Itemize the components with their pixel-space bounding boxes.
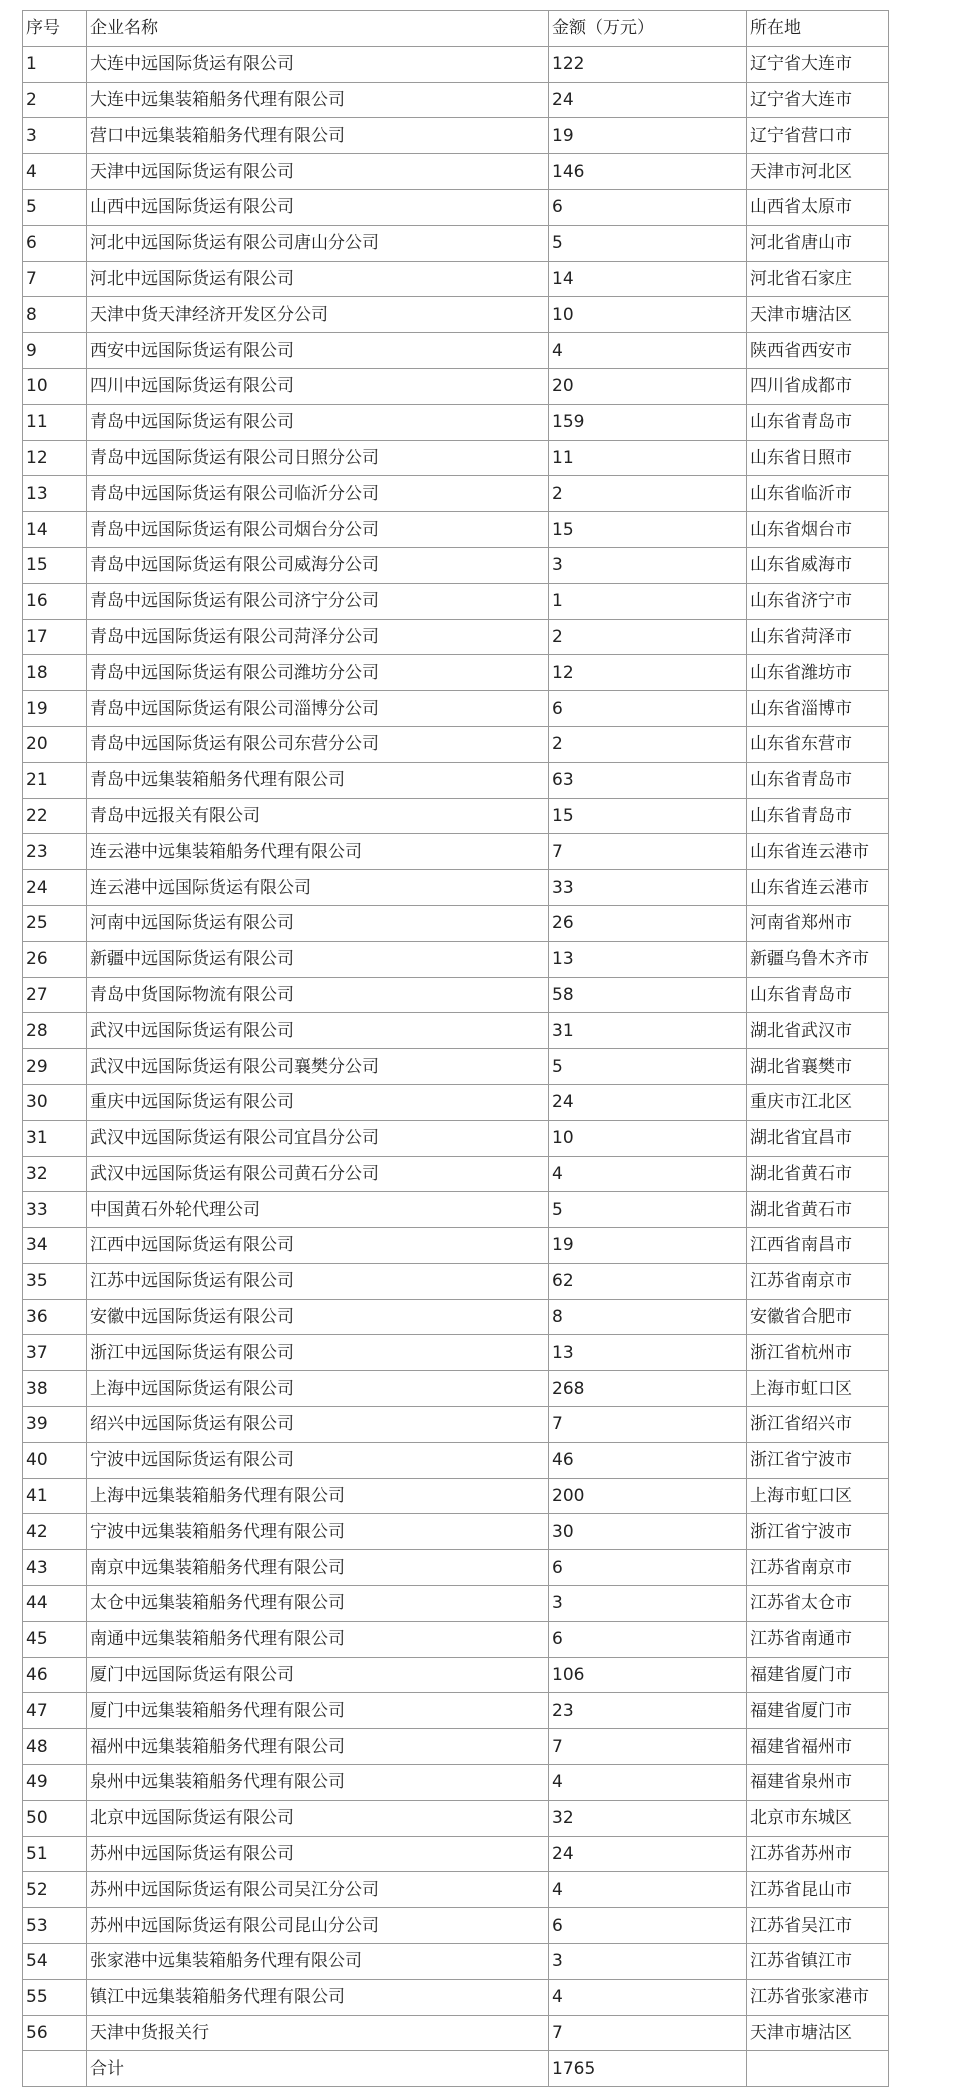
row-company-name: 苏州中远国际货运有限公司 (87, 1836, 549, 1872)
row-no: 25 (23, 905, 87, 941)
row-no: 2 (23, 82, 87, 118)
row-amount: 3 (549, 547, 747, 583)
row-no: 3 (23, 118, 87, 154)
row-location: 山东省威海市 (747, 547, 889, 583)
row-company-name: 青岛中远国际货运有限公司临沂分公司 (87, 476, 549, 512)
row-location: 辽宁省大连市 (747, 46, 889, 82)
row-no: 24 (23, 870, 87, 906)
table-row (23, 977, 889, 1013)
row-no: 12 (23, 440, 87, 476)
row-company-name: 上海中远集装箱船务代理有限公司 (87, 1478, 549, 1514)
table-row (23, 1156, 889, 1192)
row-location: 山东省青岛市 (747, 977, 889, 1013)
table-row (23, 834, 889, 870)
row-company-name: 厦门中远国际货运有限公司 (87, 1657, 549, 1693)
row-amount: 11 (549, 440, 747, 476)
row-no: 34 (23, 1228, 87, 1264)
table-row (23, 1192, 889, 1228)
row-amount: 268 (549, 1371, 747, 1407)
table-row (23, 333, 889, 369)
row-company-name: 天津中货报关行 (87, 2015, 549, 2051)
row-company-name: 青岛中远国际货运有限公司东营分公司 (87, 726, 549, 762)
row-amount: 4 (549, 1765, 747, 1801)
row-company-name: 安徽中远国际货运有限公司 (87, 1299, 549, 1335)
table-row (23, 297, 889, 333)
total-row (23, 2051, 889, 2087)
table-row (23, 404, 889, 440)
row-amount: 46 (549, 1442, 747, 1478)
row-company-name: 青岛中远国际货运有限公司日照分公司 (87, 440, 549, 476)
row-company-name: 厦门中远集装箱船务代理有限公司 (87, 1693, 549, 1729)
row-company-name: 武汉中远国际货运有限公司黄石分公司 (87, 1156, 549, 1192)
row-location: 山东省东营市 (747, 726, 889, 762)
row-amount: 7 (549, 834, 747, 870)
row-location: 江苏省太仓市 (747, 1586, 889, 1622)
row-no: 28 (23, 1013, 87, 1049)
row-amount: 8 (549, 1299, 747, 1335)
row-location: 湖北省宜昌市 (747, 1120, 889, 1156)
table-row (23, 1765, 889, 1801)
row-location: 福建省福州市 (747, 1729, 889, 1765)
row-location: 福建省泉州市 (747, 1765, 889, 1801)
table-row (23, 1120, 889, 1156)
row-amount: 6 (549, 1621, 747, 1657)
row-company-name: 大连中远国际货运有限公司 (87, 46, 549, 82)
row-location: 江西省南昌市 (747, 1228, 889, 1264)
row-no: 7 (23, 261, 87, 297)
row-location: 河南省郑州市 (747, 905, 889, 941)
row-location: 福建省厦门市 (747, 1657, 889, 1693)
table-row (23, 225, 889, 261)
table-header-row (23, 11, 889, 47)
row-location: 上海市虹口区 (747, 1478, 889, 1514)
row-amount: 23 (549, 1693, 747, 1729)
row-company-name: 青岛中货国际物流有限公司 (87, 977, 549, 1013)
table-row (23, 1836, 889, 1872)
table-row (23, 1550, 889, 1586)
table-row (23, 1944, 889, 1980)
table-row (23, 1263, 889, 1299)
row-company-name: 天津中远国际货运有限公司 (87, 154, 549, 190)
table-row (23, 1478, 889, 1514)
row-no: 35 (23, 1263, 87, 1299)
row-no: 30 (23, 1084, 87, 1120)
row-no: 45 (23, 1621, 87, 1657)
row-location: 天津市塘沽区 (747, 297, 889, 333)
row-location: 山东省青岛市 (747, 404, 889, 440)
row-no: 27 (23, 977, 87, 1013)
row-location: 山东省青岛市 (747, 798, 889, 834)
row-amount: 3 (549, 1944, 747, 1980)
row-location: 江苏省张家港市 (747, 1979, 889, 2015)
row-company-name: 浙江中远国际货运有限公司 (87, 1335, 549, 1371)
row-no: 4 (23, 154, 87, 190)
table-row (23, 905, 889, 941)
table-row (23, 726, 889, 762)
row-location: 天津市河北区 (747, 154, 889, 190)
table-row (23, 547, 889, 583)
row-no: 44 (23, 1586, 87, 1622)
table-row (23, 154, 889, 190)
row-no: 32 (23, 1156, 87, 1192)
row-company-name: 西安中远国际货运有限公司 (87, 333, 549, 369)
row-amount: 5 (549, 1192, 747, 1228)
row-company-name: 宁波中远集装箱船务代理有限公司 (87, 1514, 549, 1550)
table-row (23, 1442, 889, 1478)
row-location: 浙江省宁波市 (747, 1442, 889, 1478)
row-no: 14 (23, 512, 87, 548)
row-amount: 6 (549, 691, 747, 727)
row-location: 安徽省合肥市 (747, 1299, 889, 1335)
row-amount: 58 (549, 977, 747, 1013)
row-company-name: 江苏中远国际货运有限公司 (87, 1263, 549, 1299)
row-amount: 20 (549, 368, 747, 404)
row-company-name: 青岛中远国际货运有限公司 (87, 404, 549, 440)
row-location: 山东省烟台市 (747, 512, 889, 548)
row-location: 江苏省昆山市 (747, 1872, 889, 1908)
row-amount: 2 (549, 726, 747, 762)
table-row (23, 440, 889, 476)
row-company-name: 绍兴中远国际货运有限公司 (87, 1407, 549, 1443)
row-amount: 6 (549, 1550, 747, 1586)
row-company-name: 连云港中远集装箱船务代理有限公司 (87, 834, 549, 870)
total-amount: 1765 (549, 2051, 747, 2087)
row-location: 陕西省西安市 (747, 333, 889, 369)
table-row (23, 1514, 889, 1550)
row-no: 52 (23, 1872, 87, 1908)
row-amount: 2 (549, 619, 747, 655)
row-location: 山西省太原市 (747, 189, 889, 225)
row-location: 上海市虹口区 (747, 1371, 889, 1407)
row-no: 15 (23, 547, 87, 583)
table-row (23, 798, 889, 834)
table-row (23, 189, 889, 225)
row-company-name: 张家港中远集装箱船务代理有限公司 (87, 1944, 549, 1980)
row-no: 49 (23, 1765, 87, 1801)
row-amount: 159 (549, 404, 747, 440)
row-company-name: 青岛中远国际货运有限公司济宁分公司 (87, 583, 549, 619)
table-row (23, 82, 889, 118)
row-amount: 200 (549, 1478, 747, 1514)
row-location: 湖北省襄樊市 (747, 1049, 889, 1085)
row-amount: 6 (549, 189, 747, 225)
row-no: 31 (23, 1120, 87, 1156)
row-location: 福建省厦门市 (747, 1693, 889, 1729)
row-amount: 10 (549, 1120, 747, 1156)
row-no: 56 (23, 2015, 87, 2051)
row-location: 浙江省杭州市 (747, 1335, 889, 1371)
row-amount: 1 (549, 583, 747, 619)
row-company-name: 连云港中远国际货运有限公司 (87, 870, 549, 906)
row-location: 辽宁省大连市 (747, 82, 889, 118)
table-row (23, 1872, 889, 1908)
row-no: 50 (23, 1800, 87, 1836)
row-location: 山东省临沂市 (747, 476, 889, 512)
row-amount: 3 (549, 1586, 747, 1622)
table-row (23, 46, 889, 82)
row-location: 浙江省宁波市 (747, 1514, 889, 1550)
row-company-name: 青岛中远国际货运有限公司淄博分公司 (87, 691, 549, 727)
row-location: 江苏省南京市 (747, 1263, 889, 1299)
row-location: 江苏省镇江市 (747, 1944, 889, 1980)
table-row (23, 1800, 889, 1836)
row-no: 20 (23, 726, 87, 762)
table-row (23, 512, 889, 548)
row-company-name: 河北中远国际货运有限公司唐山分公司 (87, 225, 549, 261)
row-company-name: 河北中远国际货运有限公司 (87, 261, 549, 297)
row-no: 9 (23, 333, 87, 369)
row-amount: 122 (549, 46, 747, 82)
table-row (23, 2015, 889, 2051)
row-amount: 2 (549, 476, 747, 512)
row-company-name: 北京中远国际货运有限公司 (87, 1800, 549, 1836)
row-company-name: 重庆中远国际货运有限公司 (87, 1084, 549, 1120)
table-row (23, 762, 889, 798)
row-location: 江苏省吴江市 (747, 1908, 889, 1944)
total-no (23, 2051, 87, 2087)
row-amount: 7 (549, 1729, 747, 1765)
row-location: 山东省济宁市 (747, 583, 889, 619)
row-location: 北京市东城区 (747, 1800, 889, 1836)
row-no: 38 (23, 1371, 87, 1407)
row-location: 湖北省武汉市 (747, 1013, 889, 1049)
row-location: 四川省成都市 (747, 368, 889, 404)
row-company-name: 青岛中远国际货运有限公司菏泽分公司 (87, 619, 549, 655)
row-location: 山东省连云港市 (747, 834, 889, 870)
table-row (23, 1693, 889, 1729)
header-name: 企业名称 (87, 11, 549, 47)
row-no: 16 (23, 583, 87, 619)
row-company-name: 南通中远集装箱船务代理有限公司 (87, 1621, 549, 1657)
row-company-name: 福州中远集装箱船务代理有限公司 (87, 1729, 549, 1765)
table-row (23, 1729, 889, 1765)
row-amount: 15 (549, 798, 747, 834)
row-company-name: 泉州中远集装箱船务代理有限公司 (87, 1765, 549, 1801)
row-amount: 26 (549, 905, 747, 941)
row-no: 11 (23, 404, 87, 440)
row-no: 39 (23, 1407, 87, 1443)
table-row (23, 261, 889, 297)
row-no: 37 (23, 1335, 87, 1371)
row-amount: 19 (549, 118, 747, 154)
row-no: 21 (23, 762, 87, 798)
row-no: 40 (23, 1442, 87, 1478)
table-row (23, 1228, 889, 1264)
row-company-name: 四川中远国际货运有限公司 (87, 368, 549, 404)
row-no: 33 (23, 1192, 87, 1228)
row-amount: 32 (549, 1800, 747, 1836)
row-location: 浙江省绍兴市 (747, 1407, 889, 1443)
table-row (23, 619, 889, 655)
row-company-name: 新疆中远国际货运有限公司 (87, 941, 549, 977)
row-company-name: 营口中远集装箱船务代理有限公司 (87, 118, 549, 154)
table-row (23, 1013, 889, 1049)
row-location: 江苏省苏州市 (747, 1836, 889, 1872)
row-company-name: 宁波中远国际货运有限公司 (87, 1442, 549, 1478)
row-company-name: 太仓中远集装箱船务代理有限公司 (87, 1586, 549, 1622)
row-no: 19 (23, 691, 87, 727)
row-amount: 146 (549, 154, 747, 190)
row-amount: 13 (549, 941, 747, 977)
row-location: 河北省石家庄 (747, 261, 889, 297)
total-label: 合计 (87, 2051, 549, 2087)
row-company-name: 河南中远国际货运有限公司 (87, 905, 549, 941)
table-row (23, 1908, 889, 1944)
row-company-name: 上海中远国际货运有限公司 (87, 1371, 549, 1407)
row-location: 山东省淄博市 (747, 691, 889, 727)
table-row (23, 1407, 889, 1443)
table-row (23, 476, 889, 512)
row-no: 42 (23, 1514, 87, 1550)
row-no: 36 (23, 1299, 87, 1335)
row-location: 湖北省黄石市 (747, 1192, 889, 1228)
row-location: 辽宁省营口市 (747, 118, 889, 154)
row-amount: 7 (549, 2015, 747, 2051)
row-no: 17 (23, 619, 87, 655)
row-amount: 15 (549, 512, 747, 548)
row-company-name: 大连中远集装箱船务代理有限公司 (87, 82, 549, 118)
row-company-name: 山西中远国际货运有限公司 (87, 189, 549, 225)
row-company-name: 青岛中远国际货运有限公司烟台分公司 (87, 512, 549, 548)
row-amount: 4 (549, 333, 747, 369)
table-row (23, 1621, 889, 1657)
table-row (23, 1335, 889, 1371)
row-amount: 106 (549, 1657, 747, 1693)
row-location: 山东省连云港市 (747, 870, 889, 906)
row-amount: 63 (549, 762, 747, 798)
row-amount: 6 (549, 1908, 747, 1944)
row-company-name: 天津中货天津经济开发区分公司 (87, 297, 549, 333)
row-no: 47 (23, 1693, 87, 1729)
row-amount: 13 (549, 1335, 747, 1371)
table-row (23, 941, 889, 977)
row-no: 18 (23, 655, 87, 691)
row-no: 43 (23, 1550, 87, 1586)
table-row (23, 655, 889, 691)
row-company-name: 青岛中远国际货运有限公司潍坊分公司 (87, 655, 549, 691)
row-amount: 19 (549, 1228, 747, 1264)
row-no: 22 (23, 798, 87, 834)
row-amount: 5 (549, 225, 747, 261)
table-row (23, 1657, 889, 1693)
row-no: 55 (23, 1979, 87, 2015)
row-no: 23 (23, 834, 87, 870)
row-amount: 24 (549, 1084, 747, 1120)
row-amount: 24 (549, 1836, 747, 1872)
table-row (23, 870, 889, 906)
row-amount: 31 (549, 1013, 747, 1049)
row-amount: 14 (549, 261, 747, 297)
row-amount: 4 (549, 1872, 747, 1908)
row-company-name: 青岛中远报关有限公司 (87, 798, 549, 834)
row-location: 江苏省南京市 (747, 1550, 889, 1586)
row-location: 重庆市江北区 (747, 1084, 889, 1120)
table-row (23, 1979, 889, 2015)
row-amount: 7 (549, 1407, 747, 1443)
row-location: 天津市塘沽区 (747, 2015, 889, 2051)
table-row (23, 1586, 889, 1622)
row-amount: 24 (549, 82, 747, 118)
row-amount: 4 (549, 1156, 747, 1192)
row-amount: 30 (549, 1514, 747, 1550)
row-no: 54 (23, 1944, 87, 1980)
row-amount: 62 (549, 1263, 747, 1299)
table-row (23, 118, 889, 154)
row-company-name: 苏州中远国际货运有限公司吴江分公司 (87, 1872, 549, 1908)
row-amount: 10 (549, 297, 747, 333)
table-row (23, 1299, 889, 1335)
row-no: 10 (23, 368, 87, 404)
table-row (23, 583, 889, 619)
row-no: 53 (23, 1908, 87, 1944)
company-amount-table (22, 10, 889, 2087)
row-no: 48 (23, 1729, 87, 1765)
row-company-name: 武汉中远国际货运有限公司襄樊分公司 (87, 1049, 549, 1085)
table-row (23, 368, 889, 404)
row-no: 13 (23, 476, 87, 512)
header-amount: 金额（万元） (549, 11, 747, 47)
table-row (23, 1371, 889, 1407)
header-no: 序号 (23, 11, 87, 47)
row-company-name: 镇江中远集装箱船务代理有限公司 (87, 1979, 549, 2015)
row-company-name: 武汉中远国际货运有限公司宜昌分公司 (87, 1120, 549, 1156)
row-no: 29 (23, 1049, 87, 1085)
row-no: 8 (23, 297, 87, 333)
row-amount: 12 (549, 655, 747, 691)
row-no: 41 (23, 1478, 87, 1514)
row-company-name: 苏州中远国际货运有限公司昆山分公司 (87, 1908, 549, 1944)
table-row (23, 1049, 889, 1085)
row-no: 51 (23, 1836, 87, 1872)
table-body (23, 46, 889, 2051)
row-location: 山东省日照市 (747, 440, 889, 476)
table-row (23, 691, 889, 727)
header-location: 所在地 (747, 11, 889, 47)
table-row (23, 1084, 889, 1120)
row-no: 5 (23, 189, 87, 225)
row-location: 湖北省黄石市 (747, 1156, 889, 1192)
row-company-name: 青岛中远国际货运有限公司威海分公司 (87, 547, 549, 583)
row-company-name: 中国黄石外轮代理公司 (87, 1192, 549, 1228)
row-no: 46 (23, 1657, 87, 1693)
row-location: 新疆乌鲁木齐市 (747, 941, 889, 977)
row-location: 山东省菏泽市 (747, 619, 889, 655)
row-no: 6 (23, 225, 87, 261)
total-location (747, 2051, 889, 2087)
row-amount: 33 (549, 870, 747, 906)
row-location: 山东省潍坊市 (747, 655, 889, 691)
row-location: 江苏省南通市 (747, 1621, 889, 1657)
row-company-name: 武汉中远国际货运有限公司 (87, 1013, 549, 1049)
row-company-name: 南京中远集装箱船务代理有限公司 (87, 1550, 549, 1586)
row-location: 河北省唐山市 (747, 225, 889, 261)
row-no: 1 (23, 46, 87, 82)
row-no: 26 (23, 941, 87, 977)
row-company-name: 青岛中远集装箱船务代理有限公司 (87, 762, 549, 798)
row-amount: 5 (549, 1049, 747, 1085)
row-company-name: 江西中远国际货运有限公司 (87, 1228, 549, 1264)
row-amount: 4 (549, 1979, 747, 2015)
row-location: 山东省青岛市 (747, 762, 889, 798)
